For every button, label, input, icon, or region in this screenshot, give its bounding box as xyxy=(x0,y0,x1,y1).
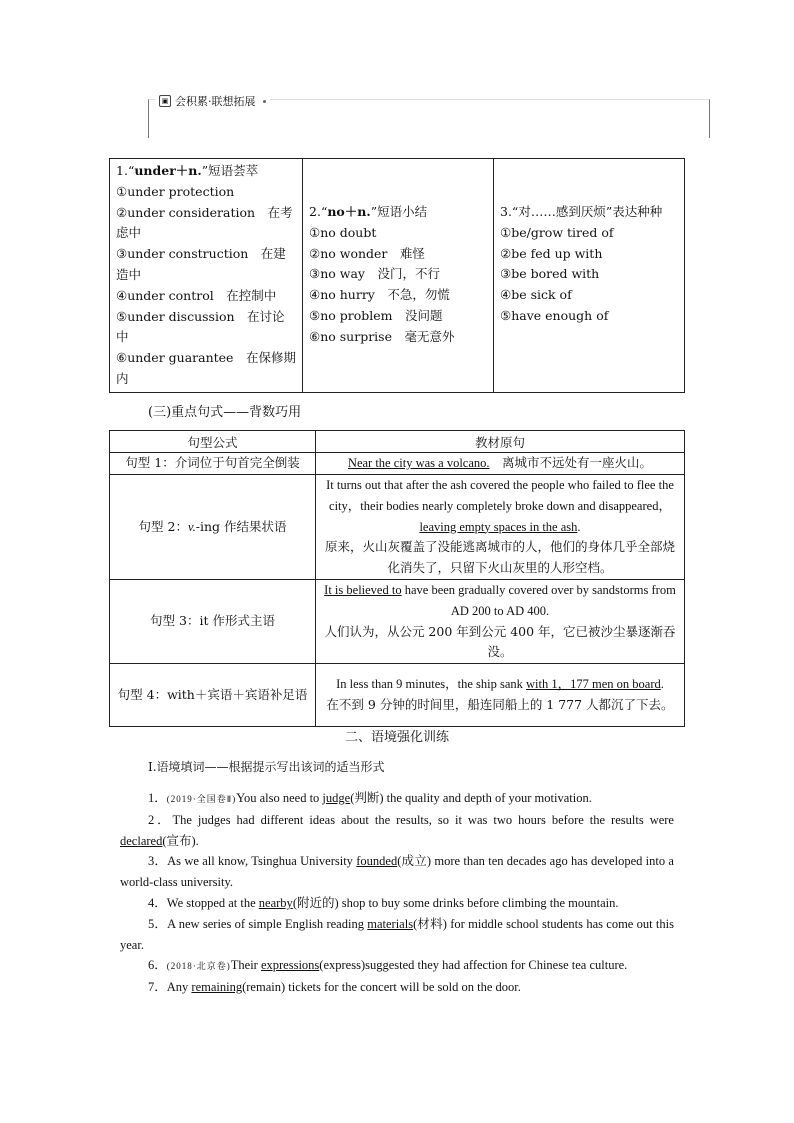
phrase-table xyxy=(109,158,685,393)
answer: nearby xyxy=(258,895,293,910)
answer: founded xyxy=(356,854,398,869)
phrase-col-no xyxy=(303,159,494,393)
example-underlined: It is believed to xyxy=(324,583,402,597)
list-item: ④no hurry 不急，勿慌 xyxy=(309,287,450,303)
example-underlined: Near the city was a volcano. xyxy=(347,456,490,471)
section-title-sentences: (三)重点句式——背数巧用 xyxy=(148,405,302,420)
list-item: ①be/grow tired of xyxy=(500,224,614,240)
col1-title: 1.“under＋n.”短语荟萃 xyxy=(116,163,259,178)
list-item: ⑤under discussion 在讨论中 xyxy=(116,308,285,345)
formula-cell: 句型 3：it 作形式主语 xyxy=(110,580,316,664)
formula-cell: 句型 1：介词位于句首完全倒装 xyxy=(110,453,316,475)
sentence-table xyxy=(109,430,685,727)
list-item: 2．The judges had different ideas about the results, so it was two hours before the results were declared(宣布). xyxy=(120,812,674,848)
table-row xyxy=(110,580,685,664)
list-item: 3．As we all know, Tsinghua University founded(成立) more than ten decades ago has developed into a world-class university. xyxy=(120,854,674,890)
example-en: In less than 9 minutes，the ship sank xyxy=(336,677,527,692)
section-header xyxy=(155,93,270,109)
col3-title: 3.“对……感到厌烦”表达种种 xyxy=(500,204,663,219)
list-item: 1．(2019·全国卷Ⅱ)You also need to judge(判断) the quality and depth of your motivation. xyxy=(148,791,592,805)
list-item: ⑥under guarantee 在保修期内 xyxy=(116,350,296,386)
answer: materials xyxy=(367,916,414,931)
list-item: ②no wonder 难怪 xyxy=(309,245,425,261)
table-header-row xyxy=(110,431,685,453)
example-cell xyxy=(316,453,685,475)
answer: judge xyxy=(322,791,351,805)
table-row xyxy=(110,453,685,475)
example-underlined: leaving empty spaces in the ash xyxy=(419,519,578,534)
section-title-training: 二、语境强化训练 xyxy=(344,730,449,745)
phrase-col-tired xyxy=(494,159,685,393)
book-icon: ▣ xyxy=(159,95,171,107)
list-item: ②under consideration 在考虑中 xyxy=(116,204,293,241)
example-cell xyxy=(316,580,685,664)
table-row xyxy=(110,664,685,727)
list-item: ④under control 在控制中 xyxy=(116,287,277,303)
table-header: 教材原句 xyxy=(316,431,685,453)
table-row xyxy=(110,475,685,580)
list-item: ④be sick of xyxy=(500,287,572,303)
list-item: ③no way 没门，不行 xyxy=(309,266,440,282)
list-item: ②be fed up with xyxy=(500,245,603,261)
answer: declared xyxy=(120,833,163,848)
exercise-list xyxy=(120,788,674,998)
example-en: have been gradually covered over by sandstorms from AD 200 to AD 400. xyxy=(401,583,676,618)
example-underlined: with 1，177 men on board xyxy=(526,677,661,692)
example-cn: 在不到 9 分钟的时间里，船连同船上的 1 777 人都沉了下去。 xyxy=(326,697,674,713)
phrase-col-under xyxy=(110,159,303,393)
list-item: 4．We stopped at the nearby(附近的) shop to buy some drinks before climbing the mountain. xyxy=(148,895,619,910)
list-item: ①under protection xyxy=(116,183,235,199)
list-item: 6．(2018·北京卷)Their expressions(express)suggested they had affection for Chinese tea culture. xyxy=(148,958,628,973)
list-item: ①no doubt xyxy=(309,224,377,240)
list-item: 5．A new series of simple English reading materials(材料) for middle school students has come out this year. xyxy=(120,916,674,952)
example-cn: 人们认为，从公元 200 年到公元 400 年，它已被沙尘暴逐渐吞没。 xyxy=(324,623,676,660)
answer: expressions xyxy=(260,958,320,973)
formula-cell: 句型 4：with＋宾语＋宾语补足语 xyxy=(110,664,316,727)
example-en: It turns out that after the ash covered the people who failed to flee the city，their bodies nearly completely broke down and disappeared， xyxy=(326,478,674,513)
example-cn: 原来，火山灰覆盖了没能逃离城市的人，他们的身体几乎全部烧化消失了，只留下火山灰里的人形空档。 xyxy=(324,539,675,576)
dot-icon xyxy=(263,100,266,103)
list-item: ⑤have enough of xyxy=(500,307,609,323)
table-header: 句型公式 xyxy=(110,431,316,453)
list-item: ⑥no surprise 毫无意外 xyxy=(309,328,455,344)
formula-cell: 句型 2：v.-ing 作结果状语 xyxy=(110,475,316,580)
list-item: ③be bored with xyxy=(500,266,600,282)
list-item: ⑤no problem 没问题 xyxy=(309,307,443,323)
example-cn: 离城市不远处有一座火山。 xyxy=(502,455,653,471)
list-item: 7．Any remaining(remain) tickets for the concert will be sold on the door. xyxy=(148,980,521,995)
section-header-title: 会积累·联想拓展 xyxy=(175,95,256,108)
col2-title: 2.“no＋n.”短语小结 xyxy=(309,204,428,219)
list-item: ③under construction 在建造中 xyxy=(116,246,286,282)
example-cell: In less than 9 minutes，the ship sank with 1，177 men on board. 在不到 9 分钟的时间里，船连同船上的 1 777 人都沉了下去。 xyxy=(316,664,685,727)
example-cell: It turns out that after the ash covered the people who failed to flee the city，their bodies nearly completely broke down and disappeared，leaving empty spaces in the ash. 原来，火山灰覆盖了没能逃离城市的人，他们的身体几乎全部烧化消失了，只留下火山灰里的人形空档。 xyxy=(316,475,685,580)
part-title: Ⅰ.语境填词——根据提示写出该词的适当形式 xyxy=(148,760,385,774)
answer: remaining xyxy=(191,980,243,995)
